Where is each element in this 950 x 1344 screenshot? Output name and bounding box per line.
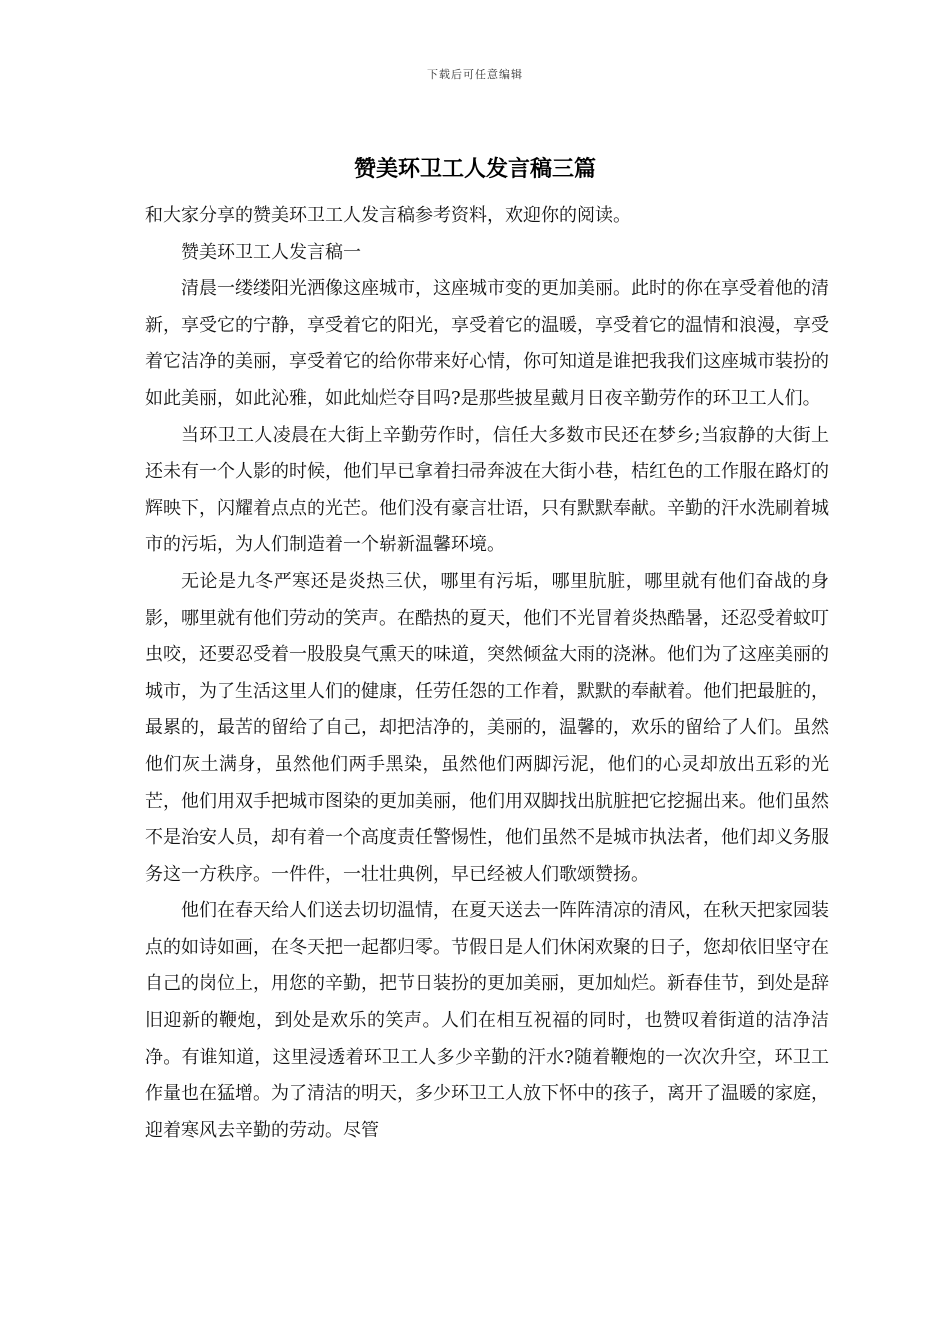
body-paragraph: 无论是九冬严寒还是炎热三伏，哪里有污垢，哪里肮脏，哪里就有他们奋战的身影，哪里就有他们劳动的笑声。在酷热的夏天，他们不光冒着炎热酷暑，还忍受着蚊叮虫咬，还要忍受着一股股臭气熏天的味道，突然倾盆大雨的浇淋。他们为了这座美丽的城市，为了生活这里人们的健康，任劳任怨的工作着，默默的奉献着。他们把最脏的，最累的，最苦的留给了自己，却把洁净的，美丽的，温馨的，欢乐的留给了人们。虽然他们灰土满身，虽然他们两手黑染，虽然他们两脚污泥，他们的心灵却放出五彩的光芒，他们用双手把城市图染的更加美丽，他们用双脚找出肮脏把它挖掘出来。他们虽然不是治安人员，却有着一个高度责任警惕性，他们虽然不是城市执法者，他们却义务服务这一方秩序。一件件，一壮壮典例，早已经被人们歌颂赞扬。 [145,570,829,885]
body-paragraph: 清晨一缕缕阳光洒像这座城市，这座城市变的更加美丽。此时的你在享受着他的清新，享受它的宁静，享受着它的阳光，享受着它的温暖，享受着它的温情和浪漫，享受着它洁净的美丽，享受着它的给你带来好心情，你可知道是谁把我我们这座城市装扮的如此美丽，如此沁雅，如此灿烂夺目吗?是那些披星戴月日夜辛勤劳作的环卫工人们。 [145,278,829,409]
header-note: 下载后可任意编辑 [427,68,523,81]
intro-paragraph: 和大家分享的赞美环卫工人发言稿参考资料，欢迎你的阅读。 [145,205,631,226]
body-paragraph: 当环卫工人凌晨在大街上辛勤劳作时，信任大多数市民还在梦乡;当寂静的大街上还未有一个人影的时候，他们早已拿着扫帚奔波在大街小巷，桔红色的工作服在路灯的辉映下，闪耀着点点的光芒。他们没有豪言壮语，只有默默奉献。辛勤的汗水洗刷着城市的污垢，为人们制造着一个崭新温馨环境。 [145,424,829,556]
section-heading: 赞美环卫工人发言稿一 [181,241,361,263]
page-title: 赞美环卫工人发言稿三篇 [353,157,596,182]
document-body [145,198,829,1149]
body-paragraph: 他们在春天给人们送去切切温情，在夏天送去一阵阵清凉的清风，在秋天把家园装点的如诗如画，在冬天把一起都归零。节假日是人们休闲欢聚的日子，您却依旧坚守在自己的岗位上，用您的辛勤，把节日装扮的更加美丽，更加灿烂。新春佳节，到处是辞旧迎新的鞭炮，到处是欢乐的笑声。人们在相互祝福的同时，也赞叹着街道的洁净洁净。有谁知道，这里浸透着环卫工人多少辛勤的汗水?随着鞭炮的一次次升空，环卫工作量也在猛增。为了清洁的明天，多少环卫工人放下怀中的孩子，离开了温暖的家庭，迎着寒风去辛勤的劳动。尽管 [145,900,829,1141]
